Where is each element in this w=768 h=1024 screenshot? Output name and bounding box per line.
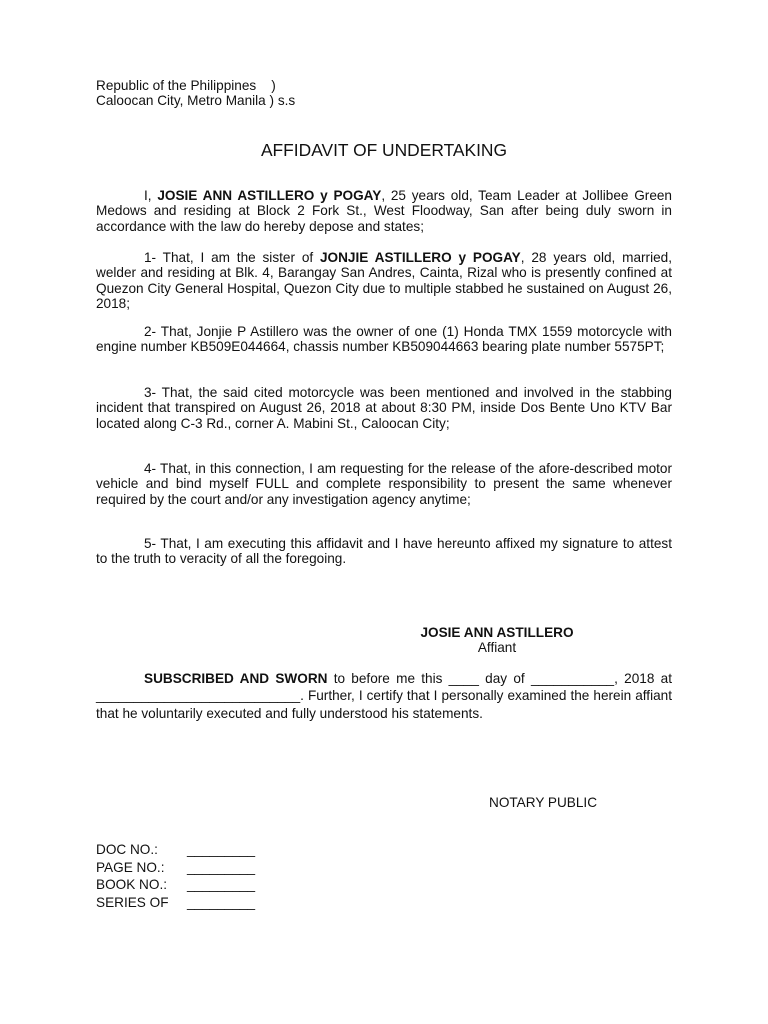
page-no-row <box>96 859 255 877</box>
doc-no-blank: _________ <box>187 842 256 857</box>
item-1-post: , 28 years old, married, welder and residing at Blk. 4, Barangay San Andres, Cainta, Rizal who is presently confined at Quezon City General Hospital, Quezon City due to multiple stabbed he sustained on August 26, 2018; <box>96 250 672 312</box>
signatory-role: Affiant <box>477 640 517 656</box>
venue-line-1: Republic of the Philippines ) <box>96 78 276 93</box>
document-title: AFFIDAVIT OF UNDERTAKING <box>260 140 508 160</box>
item-1-paragraph <box>96 250 672 312</box>
venue-block <box>96 78 295 109</box>
book-no-label: BOOK NO.: <box>96 877 168 893</box>
notarial-register-block <box>96 841 255 911</box>
doc-no-label: DOC NO.: <box>96 842 158 857</box>
series-of-label: SERIES OF <box>96 894 169 910</box>
signatory-name: JOSIE ANN ASTILLERO <box>420 625 574 640</box>
series-of-blank: _________ <box>187 894 256 910</box>
item-1-pre: 1- That, I am the sister of <box>144 250 320 265</box>
page-no-blank: _________ <box>187 859 256 875</box>
signature-block <box>406 625 588 656</box>
series-of-row <box>96 894 255 912</box>
item-3-paragraph: 3- That, the said cited motorcycle was been mentioned and involved in the stabbing incident that transpired on August 26, 2018 at about 8:30 PM, inside Dos Bente Uno KTV Bar located along C-3 Rd., corner A. Mabini St., Caloocan City; <box>96 385 672 431</box>
item-5-paragraph: 5- That, I am executing this affidavit and I have hereunto affixed my signature to attest to the truth to veracity of all the foregoing. <box>96 536 672 567</box>
intro-post: , 25 years old, Team Leader at Jollibee Green Medows and residing at Block 2 Fork St., West Floodway, San after being duly sworn in accordance with the law do hereby depose and states; <box>96 188 672 234</box>
venue-line-2: Caloocan City, Metro Manila ) s.s <box>96 93 296 109</box>
doc-no-row <box>96 841 255 859</box>
jurat-text: to before me this ____ day of ___________, 2018 at ___________________________. Further, I certify that I personally examined the herein affiant that he voluntarily executed and fully understood his statements. <box>96 671 672 721</box>
notary-public-label: NOTARY PUBLIC <box>489 795 598 810</box>
item-4-paragraph: 4- That, in this connection, I am requesting for the release of the afore-described motor vehicle and bind myself FULL and complete responsibility to present the same whenever required by the court and/or any investigation agency anytime; <box>96 461 672 507</box>
intro-pre: I, <box>144 188 158 203</box>
book-no-blank: _________ <box>187 877 256 893</box>
item-2-paragraph: 2- That, Jonjie P Astillero was the owner of one (1) Honda TMX 1559 motorcycle with engine number KB509E044664, chassis number KB509044663 bearing plate number 5575PT; <box>96 324 672 355</box>
book-no-row <box>96 876 255 894</box>
affiant-name-bold: JOSIE ANN ASTILLERO y POGAY <box>157 188 382 203</box>
jurat-lead: SUBSCRIBED AND SWORN <box>144 671 328 686</box>
sibling-name-bold: JONJIE ASTILLERO y POGAY <box>319 250 521 265</box>
jurat-paragraph <box>96 670 672 722</box>
page-no-label: PAGE NO.: <box>96 859 165 875</box>
intro-paragraph <box>96 188 672 234</box>
